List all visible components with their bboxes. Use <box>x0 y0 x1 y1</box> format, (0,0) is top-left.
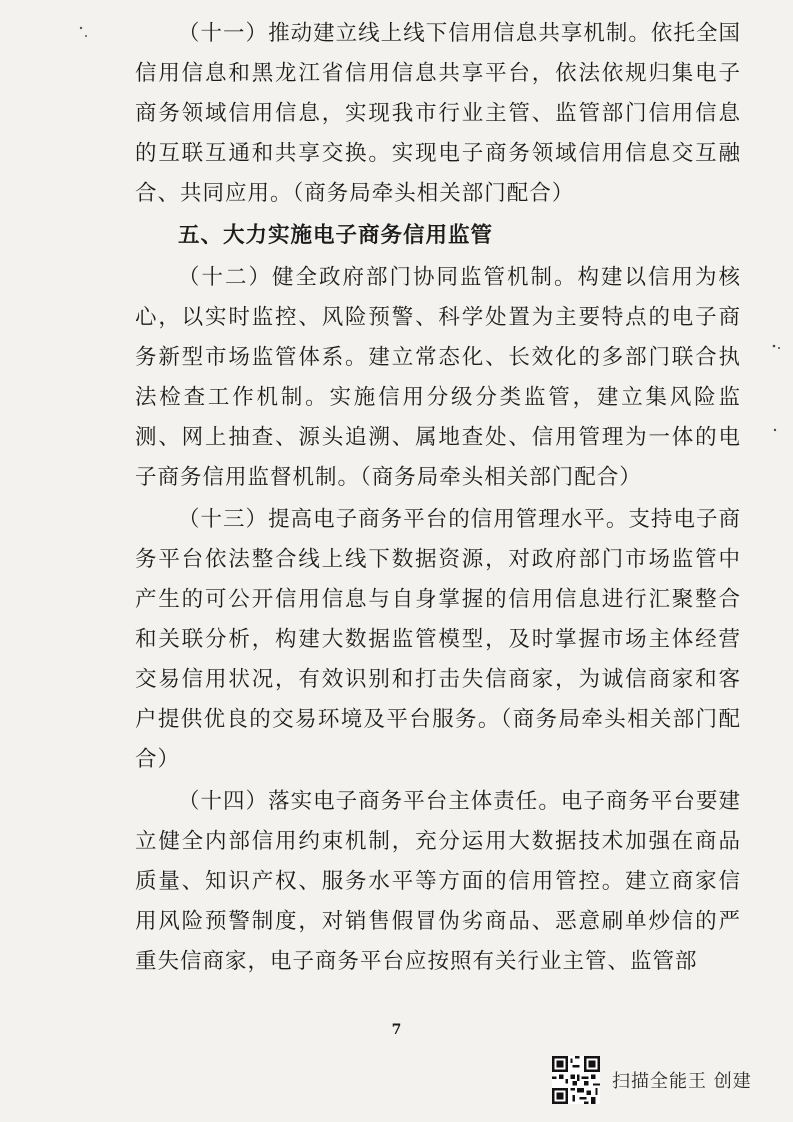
scanner-watermark-text: 扫描全能王 创建 <box>612 1071 752 1092</box>
document-body <box>135 14 741 984</box>
paragraph-12: （十二）健全政府部门协同监管机制。构建以信用为核心，以实时监控、风险预警、科学处置为主要特点的电子商务新型市场监管体系。建立常态化、长效化的多部门联合执法检查工作机制。实施信用分级分类监管，建立集风险监测、网上抽查、源头追溯、属地查处、信用管理为一体的电子商务信用监督机制。（商务局牵头相关部门配合） <box>135 265 741 490</box>
paragraph-13: （十三）提高电子商务平台的信用管理水平。支持电子商务平台依法整合线上线下数据资源，对政府部门市场监管中产生的可公开信用信息与自身掌握的信用信息进行汇聚整合和关联分析，构建大数据监管模型，及时掌握市场主体经营交易信用状况，有效识别和打击失信商家，为诚信商家和客户提供优良的交易环境及平台服务。（商务局牵头相关部门配合） <box>135 507 741 772</box>
page-number: 7 <box>391 1022 402 1038</box>
paragraph-14: （十四）落实电子商务平台主体责任。电子商务平台要建立健全内部信用约束机制，充分运用大数据技术加强在商品质量、知识产权、服务水平等方面的信用管控。建立商家信用风险预警制度，对销售假冒伪劣商品、恶意刷单炒信的严重失信商家，电子商务平台应按照有关行业主管、监管部 <box>135 789 741 974</box>
qr-code-icon <box>552 1056 600 1104</box>
scanner-watermark <box>552 1056 752 1104</box>
paragraph-11: （十一）推动建立线上线下信用信息共享机制。依托全国信用信息和黑龙江省信用信息共享平台，依法依规归集电子商务领域信用信息，实现我市行业主管、监管部门信用信息的互联互通和共享交换。实现电子商务领域信用信息交互融合、共同应用。（商务局牵头相关部门配合） <box>135 21 741 206</box>
section-heading-5: 五、大力实施电子商务信用监管 <box>178 223 494 248</box>
